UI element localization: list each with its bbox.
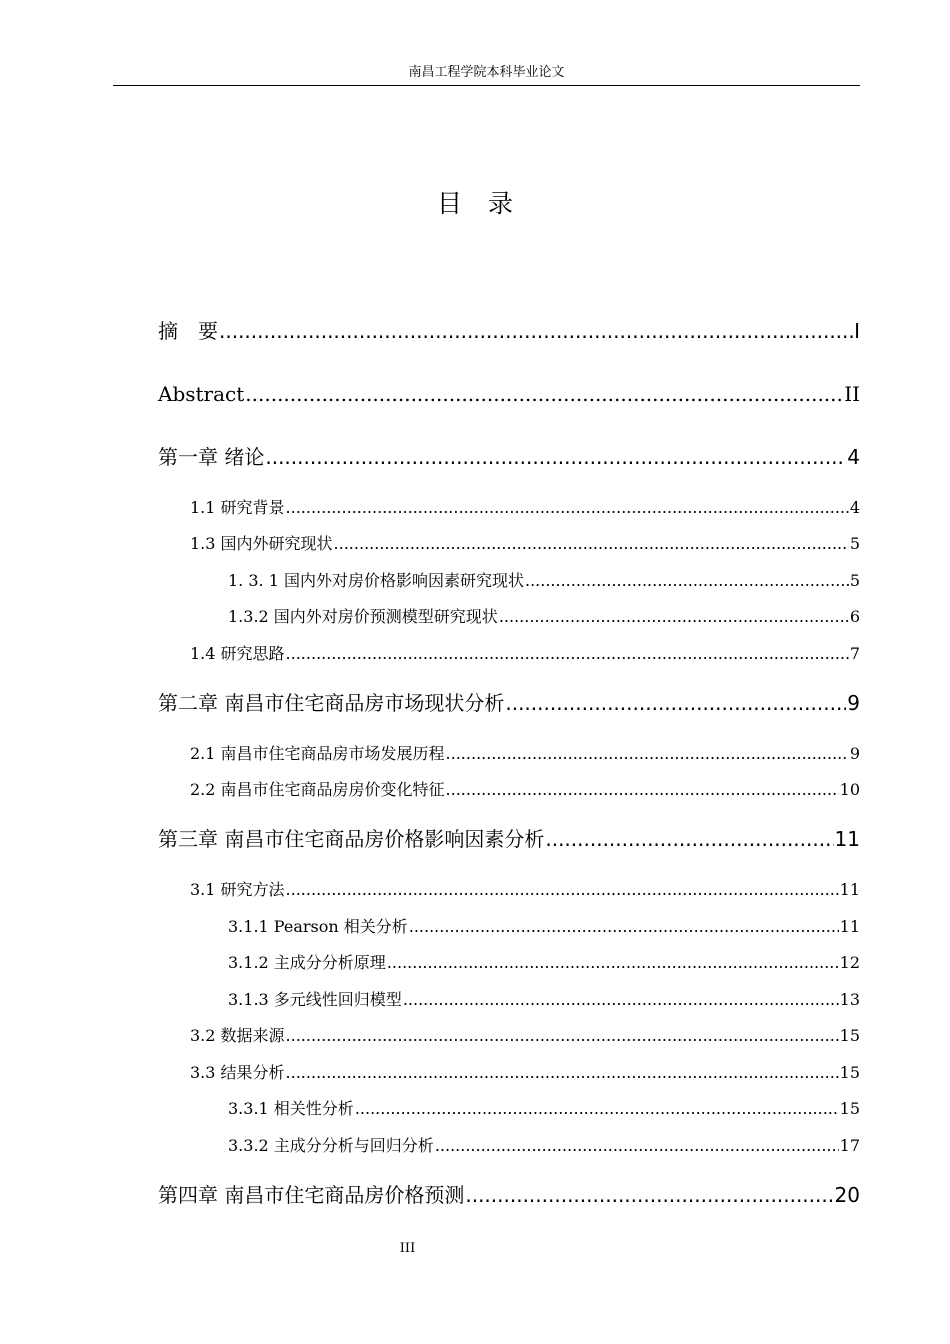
toc-title — [0, 186, 950, 222]
toc-leader-dots — [286, 642, 849, 666]
toc-entry-page: 15 — [839, 1099, 860, 1118]
toc-entry-page: 20 — [834, 1183, 860, 1207]
toc-leader-dots — [286, 496, 849, 520]
toc-entry-page: 11 — [839, 880, 860, 899]
toc-entry-page: II — [844, 382, 860, 406]
toc-entry-page: 12 — [839, 953, 860, 972]
toc-entry-chapter-3[interactable] — [158, 824, 860, 854]
toc-entry-label: 第三章 南昌市住宅商品房价格影响因素分析 — [158, 827, 545, 851]
toc-entry-label: 摘 要 — [158, 319, 218, 343]
toc-leader-dots — [435, 1134, 839, 1158]
toc-entry-page: 9 — [849, 744, 860, 763]
toc-entry-page: 6 — [849, 607, 860, 626]
toc-entry-3-3-1[interactable] — [228, 1097, 860, 1121]
toc-entry-label: 3.1.3 多元线性回归模型 — [228, 990, 402, 1009]
toc-leader-dots — [446, 742, 849, 766]
toc-entry-chapter-1[interactable] — [158, 442, 860, 472]
toc-entry-label: 2.1 南昌市住宅商品房市场发展历程 — [190, 744, 445, 763]
toc-leader-dots — [409, 915, 839, 939]
toc-entry-2-2[interactable] — [190, 778, 860, 802]
toc-entry-label: 1.4 研究思路 — [190, 644, 285, 663]
toc-entry-page: 9 — [847, 691, 860, 715]
toc-leader-dots — [265, 442, 846, 472]
page-number: III — [399, 1241, 416, 1256]
toc-entry-chapter-2[interactable] — [158, 688, 860, 718]
page-header: 南昌工程学院本科毕业论文 — [408, 65, 565, 80]
toc-entry-label: 3.3.1 相关性分析 — [228, 1099, 354, 1118]
toc-entry-label: 第二章 南昌市住宅商品房市场现状分析 — [158, 691, 505, 715]
toc-entry-2-1[interactable] — [190, 742, 860, 766]
toc-entry-3-3[interactable] — [190, 1061, 860, 1085]
toc-entry-label: 3.3 结果分析 — [190, 1063, 285, 1082]
toc-leader-dots — [286, 1061, 839, 1085]
toc-entry-3-2[interactable] — [190, 1024, 860, 1048]
toc-entry-label: 3.1 研究方法 — [190, 880, 285, 899]
toc-entry-label: 第一章 绪论 — [158, 445, 265, 469]
toc-leader-dots — [505, 688, 846, 718]
toc-leader-dots — [465, 1180, 833, 1210]
toc-entry-1-3[interactable] — [190, 532, 860, 556]
toc-leader-dots — [286, 878, 839, 902]
header-rule — [113, 85, 860, 86]
toc-leader-dots — [403, 988, 839, 1012]
toc-entry-page: 10 — [839, 780, 860, 799]
toc-leader-dots — [446, 778, 839, 802]
toc-entry-3-1-2[interactable] — [228, 951, 860, 975]
toc-entry-chapter-4[interactable] — [158, 1180, 860, 1210]
toc-leader-dots — [387, 951, 839, 975]
toc-entry-page: 4 — [847, 445, 860, 469]
toc-entry-page: 15 — [839, 1063, 860, 1082]
toc-leader-dots — [219, 316, 853, 346]
toc-entry-abstract-cn[interactable] — [158, 316, 860, 346]
toc-entry-page: I — [854, 319, 860, 343]
toc-entry-page: 15 — [839, 1026, 860, 1045]
toc-leader-dots — [355, 1097, 839, 1121]
toc-entry-page: 11 — [839, 917, 860, 936]
toc-leader-dots — [245, 379, 843, 409]
toc-entry-label: 1.1 研究背景 — [190, 498, 285, 517]
toc-entry-label: Abstract — [158, 382, 245, 406]
toc-entry-3-3-2[interactable] — [228, 1134, 860, 1158]
toc-title-left: 目 — [436, 189, 462, 218]
toc-entry-1-3-1[interactable] — [228, 569, 860, 593]
toc-entry-3-1[interactable] — [190, 878, 860, 902]
toc-entry-page: 17 — [839, 1136, 860, 1155]
toc-entry-label: 3.1.2 主成分分析原理 — [228, 953, 386, 972]
toc-entry-page: 11 — [834, 827, 860, 851]
toc-entry-label: 3.2 数据来源 — [190, 1026, 285, 1045]
toc-title-right: 录 — [488, 189, 514, 218]
toc-entry-1-3-2[interactable] — [228, 605, 860, 629]
toc-leader-dots — [334, 532, 849, 556]
toc-entry-page: 5 — [849, 534, 860, 553]
toc-leader-dots — [286, 1024, 839, 1048]
toc-entry-1-1[interactable] — [190, 496, 860, 520]
toc-entry-1-4[interactable] — [190, 642, 860, 666]
toc-entry-3-1-1[interactable] — [228, 915, 860, 939]
toc-entry-label: 2.2 南昌市住宅商品房房价变化特征 — [190, 780, 445, 799]
toc-entry-abstract-en[interactable] — [158, 379, 860, 409]
toc-leader-dots — [545, 824, 833, 854]
toc-entry-label: 1.3 国内外研究现状 — [190, 534, 333, 553]
toc-leader-dots — [499, 605, 849, 629]
toc-entry-page: 4 — [849, 498, 860, 517]
toc-entry-label: 1.3.2 国内外对房价预测模型研究现状 — [228, 607, 498, 626]
toc-entry-page: 13 — [839, 990, 860, 1009]
toc-entry-label: 1. 3. 1 国内外对房价格影响因素研究现状 — [228, 571, 524, 590]
toc-entry-label: 3.1.1 Pearson 相关分析 — [228, 917, 408, 936]
toc-entry-label: 3.3.2 主成分分析与回归分析 — [228, 1136, 434, 1155]
toc-entry-page: 7 — [849, 644, 860, 663]
toc-entry-page: 5 — [849, 571, 860, 590]
toc-entry-3-1-3[interactable] — [228, 988, 860, 1012]
toc-entry-label: 第四章 南昌市住宅商品房价格预测 — [158, 1183, 465, 1207]
toc-leader-dots — [525, 569, 849, 593]
